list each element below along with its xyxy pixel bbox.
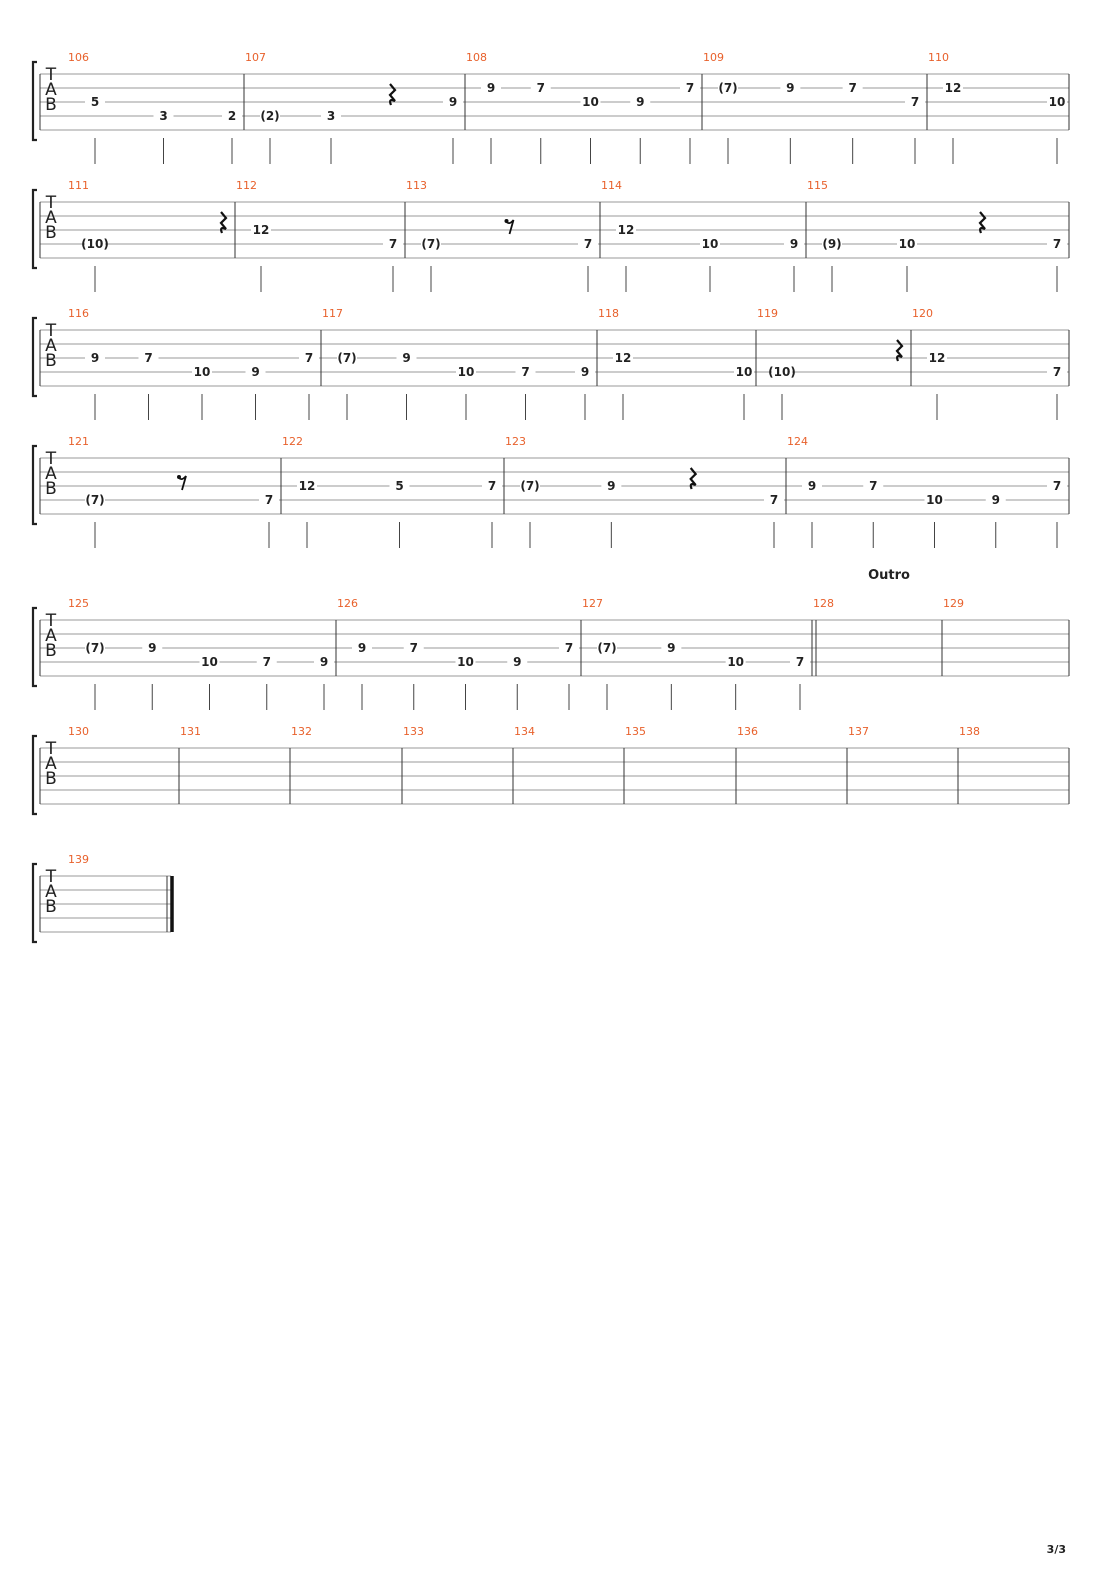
fret-number: 7 (769, 493, 779, 507)
tab-clef-letter: A (45, 464, 57, 484)
measure-number: 126 (337, 597, 358, 610)
fret-number: 9 (607, 479, 616, 493)
fret-number: 12 (614, 351, 632, 365)
measure-number: 131 (180, 725, 201, 738)
fret-number: 5 (90, 95, 100, 109)
fret-number: 12 (617, 223, 635, 237)
fret-number: 10 (457, 655, 474, 669)
fret-number: 9 (486, 81, 496, 95)
fret-number: 10 (898, 237, 916, 251)
fret-number: 9 (319, 655, 329, 669)
fret-number: 7 (910, 95, 920, 109)
measure-number: 112 (236, 179, 257, 192)
fret-number: 7 (264, 493, 274, 507)
measure-number: 122 (282, 435, 303, 448)
fret-number: 2 (227, 109, 237, 123)
fret-number: 9 (90, 351, 100, 365)
measure-number: 108 (466, 51, 487, 64)
fret-number: 9 (991, 493, 1000, 507)
fret-number: (7) (718, 81, 738, 95)
system-bracket (33, 62, 37, 140)
measure-number: 123 (505, 435, 526, 448)
measure-number: 134 (514, 725, 535, 738)
tab-system (33, 307, 1069, 420)
tab-clef-letter: B (45, 95, 57, 115)
fret-number: 9 (251, 365, 260, 379)
measure-number: 114 (601, 179, 622, 192)
measure-number: 138 (959, 725, 980, 738)
fret-number: 3 (159, 109, 168, 123)
fret-number: 12 (944, 81, 962, 95)
fret-number: 9 (667, 641, 676, 655)
tab-clef-letter: B (45, 897, 57, 917)
tab-system (33, 568, 1069, 710)
tab-system (33, 179, 1069, 292)
tab-clef-letter: B (45, 351, 57, 371)
fret-number: 10 (193, 365, 211, 379)
fret-number: (7) (520, 479, 540, 493)
fret-number: 7 (409, 641, 418, 655)
fret-number: 7 (795, 655, 805, 669)
measure-number: 106 (68, 51, 89, 64)
fret-number: 10 (582, 95, 599, 109)
system-bracket (33, 318, 37, 396)
fret-number: (10) (81, 237, 109, 251)
fret-number: 9 (786, 81, 795, 95)
measure-number: 116 (68, 307, 89, 320)
measure-number: 113 (406, 179, 427, 192)
measure-number: 117 (322, 307, 343, 320)
tab-clef-letter: B (45, 223, 57, 243)
measure-number: 118 (598, 307, 619, 320)
fret-number: 7 (262, 655, 271, 669)
fret-number: 9 (636, 95, 645, 109)
system-bracket (33, 736, 37, 814)
measure-number: 109 (703, 51, 724, 64)
page-number: 3/3 (1046, 1543, 1066, 1556)
fret-number: (7) (85, 493, 105, 507)
fret-number: (10) (768, 365, 796, 379)
fret-number: 7 (487, 479, 497, 493)
system-bracket (33, 446, 37, 524)
measure-number: 127 (582, 597, 603, 610)
measure-number: 132 (291, 725, 312, 738)
fret-number: 9 (357, 641, 367, 655)
tab-clef-letter: T (45, 321, 57, 341)
fret-number: 9 (448, 95, 458, 109)
fret-number: 5 (395, 479, 404, 493)
fret-number: 9 (402, 351, 411, 365)
system-bracket (33, 190, 37, 268)
tab-clef-letter: T (45, 193, 57, 213)
measure-number: 107 (245, 51, 266, 64)
fret-number: 7 (564, 641, 574, 655)
measure-number: 128 (813, 597, 834, 610)
fret-number: 12 (252, 223, 270, 237)
measure-number: 115 (807, 179, 828, 192)
eighth-rest-dot (177, 475, 181, 479)
fret-number: (7) (597, 641, 617, 655)
fret-number: 7 (521, 365, 530, 379)
fret-number: 7 (685, 81, 695, 95)
tab-clef-letter: B (45, 479, 57, 499)
measure-number: 119 (757, 307, 778, 320)
fret-number: (7) (85, 641, 105, 655)
measure-number: 139 (68, 853, 89, 866)
measure-number: 124 (787, 435, 808, 448)
fret-number: 7 (1052, 365, 1062, 379)
measure-number: 137 (848, 725, 869, 738)
fret-number: 9 (580, 365, 590, 379)
tab-system (33, 435, 1069, 548)
tab-system (33, 853, 172, 942)
fret-number: (7) (337, 351, 357, 365)
fret-number: 9 (807, 479, 817, 493)
fret-number: 9 (789, 237, 799, 251)
fret-number: 10 (735, 365, 753, 379)
fret-number: 7 (144, 351, 153, 365)
system-bracket (33, 608, 37, 686)
measure-number: 129 (943, 597, 964, 610)
tab-clef-letter: A (45, 882, 57, 902)
fret-number: 10 (201, 655, 218, 669)
tab-clef-letter: B (45, 641, 57, 661)
tab-clef-letter: T (45, 739, 57, 759)
fret-number: 10 (457, 365, 475, 379)
section-label: Outro (868, 568, 910, 583)
tab-system (33, 725, 1069, 814)
fret-number: 12 (928, 351, 946, 365)
measure-number: 125 (68, 597, 89, 610)
tab-clef-letter: A (45, 626, 57, 646)
measure-number: 111 (68, 179, 89, 192)
fret-number: 10 (1048, 95, 1066, 109)
fret-number: 9 (148, 641, 157, 655)
fret-number: 9 (513, 655, 522, 669)
fret-number: 7 (1052, 237, 1062, 251)
measure-number: 135 (625, 725, 646, 738)
fret-number: 10 (701, 237, 719, 251)
fret-number: 7 (1052, 479, 1062, 493)
eighth-rest-dot (505, 219, 509, 223)
fret-number: (2) (260, 109, 280, 123)
fret-number: 7 (304, 351, 314, 365)
fret-number: (9) (822, 237, 842, 251)
fret-number: 12 (298, 479, 316, 493)
tab-clef-letter: T (45, 611, 57, 631)
measure-number: 133 (403, 725, 424, 738)
fret-number: 7 (869, 479, 878, 493)
tab-clef-letter: A (45, 208, 57, 228)
measure-number: 120 (912, 307, 933, 320)
tab-clef-letter: T (45, 449, 57, 469)
fret-number: (7) (421, 237, 441, 251)
fret-number: 7 (848, 81, 857, 95)
measure-number: 130 (68, 725, 89, 738)
fret-number: 7 (388, 237, 398, 251)
system-bracket (33, 864, 37, 942)
tab-clef-letter: B (45, 769, 57, 789)
fret-number: 10 (926, 493, 943, 507)
tab-clef-letter: T (45, 867, 57, 887)
fret-number: 7 (583, 237, 593, 251)
fret-number: 3 (326, 109, 336, 123)
tab-clef-letter: T (45, 65, 57, 85)
measure-number: 121 (68, 435, 89, 448)
measure-number: 136 (737, 725, 758, 738)
fret-number: 7 (536, 81, 545, 95)
tab-clef-letter: A (45, 336, 57, 356)
fret-number: 10 (727, 655, 745, 669)
tab-system (33, 51, 1069, 164)
tab-clef-letter: A (45, 80, 57, 100)
tab-clef-letter: A (45, 754, 57, 774)
measure-number: 110 (928, 51, 949, 64)
